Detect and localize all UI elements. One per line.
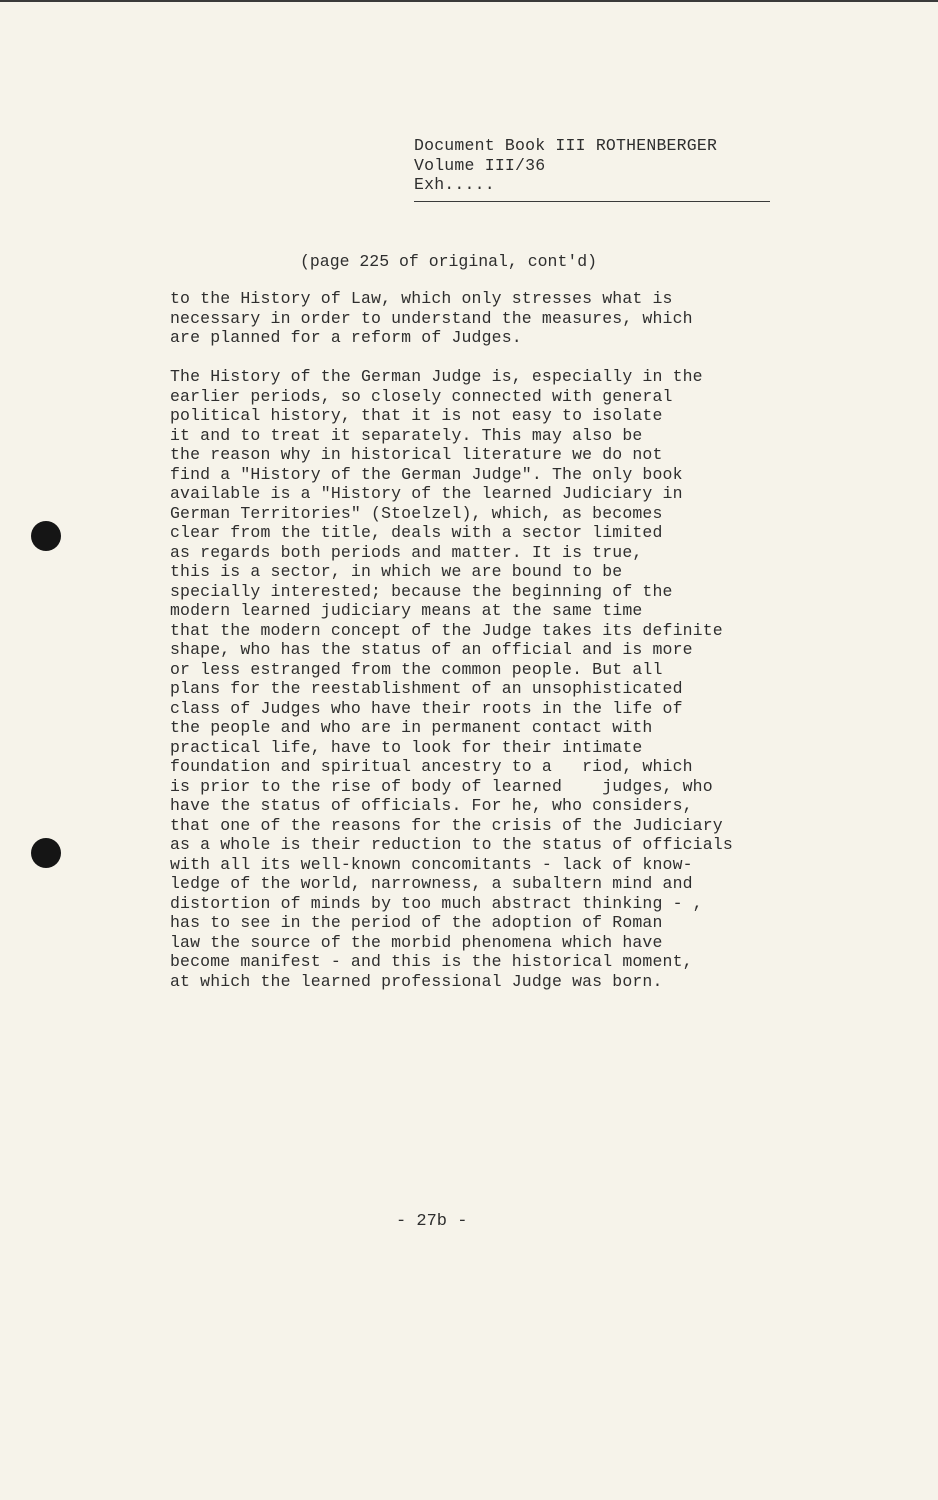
text-line: are planned for a reform of Judges.	[170, 328, 522, 347]
header-line-document-book: Document Book III ROTHENBERGER	[414, 136, 718, 155]
header-line-volume: Volume III/36	[414, 155, 546, 175]
text-line: the people and who are in permanent contact with	[170, 718, 653, 737]
text-line: practical life, have to look for their intimate	[170, 737, 643, 757]
text-line: with all its well-known concomitants - lack of know-	[170, 854, 693, 874]
text-line: shape, who has the status of an official and is more	[170, 640, 693, 659]
text-line: that the modern concept of the Judge takes its definite	[170, 620, 723, 640]
header-underline	[414, 201, 770, 202]
text-line: class of Judges who have their roots in the life of	[170, 698, 683, 718]
text-line: is prior to the rise of body of learned judges, who	[170, 776, 713, 796]
text-line: necessary in order to understand the measures, which	[170, 308, 693, 328]
text-line: clear from the title, deals with a sector limited	[170, 523, 663, 542]
body-text	[170, 289, 860, 1011]
text-line: foundation and spiritual ancestry to a riod, which	[170, 757, 693, 776]
punch-hole-bottom	[31, 838, 61, 868]
text-line: become manifest - and this is the historical moment,	[170, 952, 693, 971]
text-line: distortion of minds by too much abstract thinking - ,	[170, 893, 703, 913]
paragraph-1	[170, 289, 860, 348]
text-line: German Territories" (Stoelzel), which, as becomes	[170, 503, 663, 523]
text-line: or less estranged from the common people. But all	[170, 659, 663, 679]
text-line: has to see in the period of the adoption of Roman	[170, 913, 663, 932]
text-line: earlier periods, so closely connected with general	[170, 386, 673, 406]
text-line: to the History of Law, which only stresses what is	[170, 289, 673, 308]
text-line: political history, that it is not easy to isolate	[170, 406, 663, 425]
text-line: available is a "History of the learned Judiciary in	[170, 484, 683, 503]
text-line: law the source of the morbid phenomena which have	[170, 932, 663, 952]
text-line: have the status of officials. For he, who considers,	[170, 796, 693, 815]
text-line: it and to treat it separately. This may also be	[170, 425, 643, 445]
punch-hole-top	[31, 521, 61, 551]
text-line: that one of the reasons for the crisis of the Judiciary	[170, 815, 723, 835]
document-header	[414, 136, 774, 195]
text-line: as regards both periods and matter. It is true,	[170, 542, 643, 562]
text-line: ledge of the world, narrowness, a subaltern mind and	[170, 874, 693, 893]
page-number: - 27b -	[396, 1212, 468, 1231]
text-line: modern learned judiciary means at the same time	[170, 601, 643, 620]
text-line: as a whole is their reduction to the status of officials	[170, 835, 733, 854]
text-line: find a "History of the German Judge". The only book	[170, 464, 683, 484]
text-line: plans for the reestablishment of an unsophisticated	[170, 679, 683, 698]
continuation-note: (page 225 of original, cont'd)	[300, 252, 598, 271]
text-line: specially interested; because the beginning of the	[170, 581, 673, 601]
text-line: this is a sector, in which we are bound to be	[170, 562, 623, 581]
text-line: the reason why in historical literature we do not	[170, 445, 663, 464]
top-border	[0, 0, 938, 2]
text-line: The History of the German Judge is, especially in the	[170, 367, 703, 386]
paragraph-2	[170, 367, 860, 991]
header-line-exhibit: Exh.....	[414, 175, 495, 194]
text-line: at which the learned professional Judge was born.	[170, 971, 663, 991]
